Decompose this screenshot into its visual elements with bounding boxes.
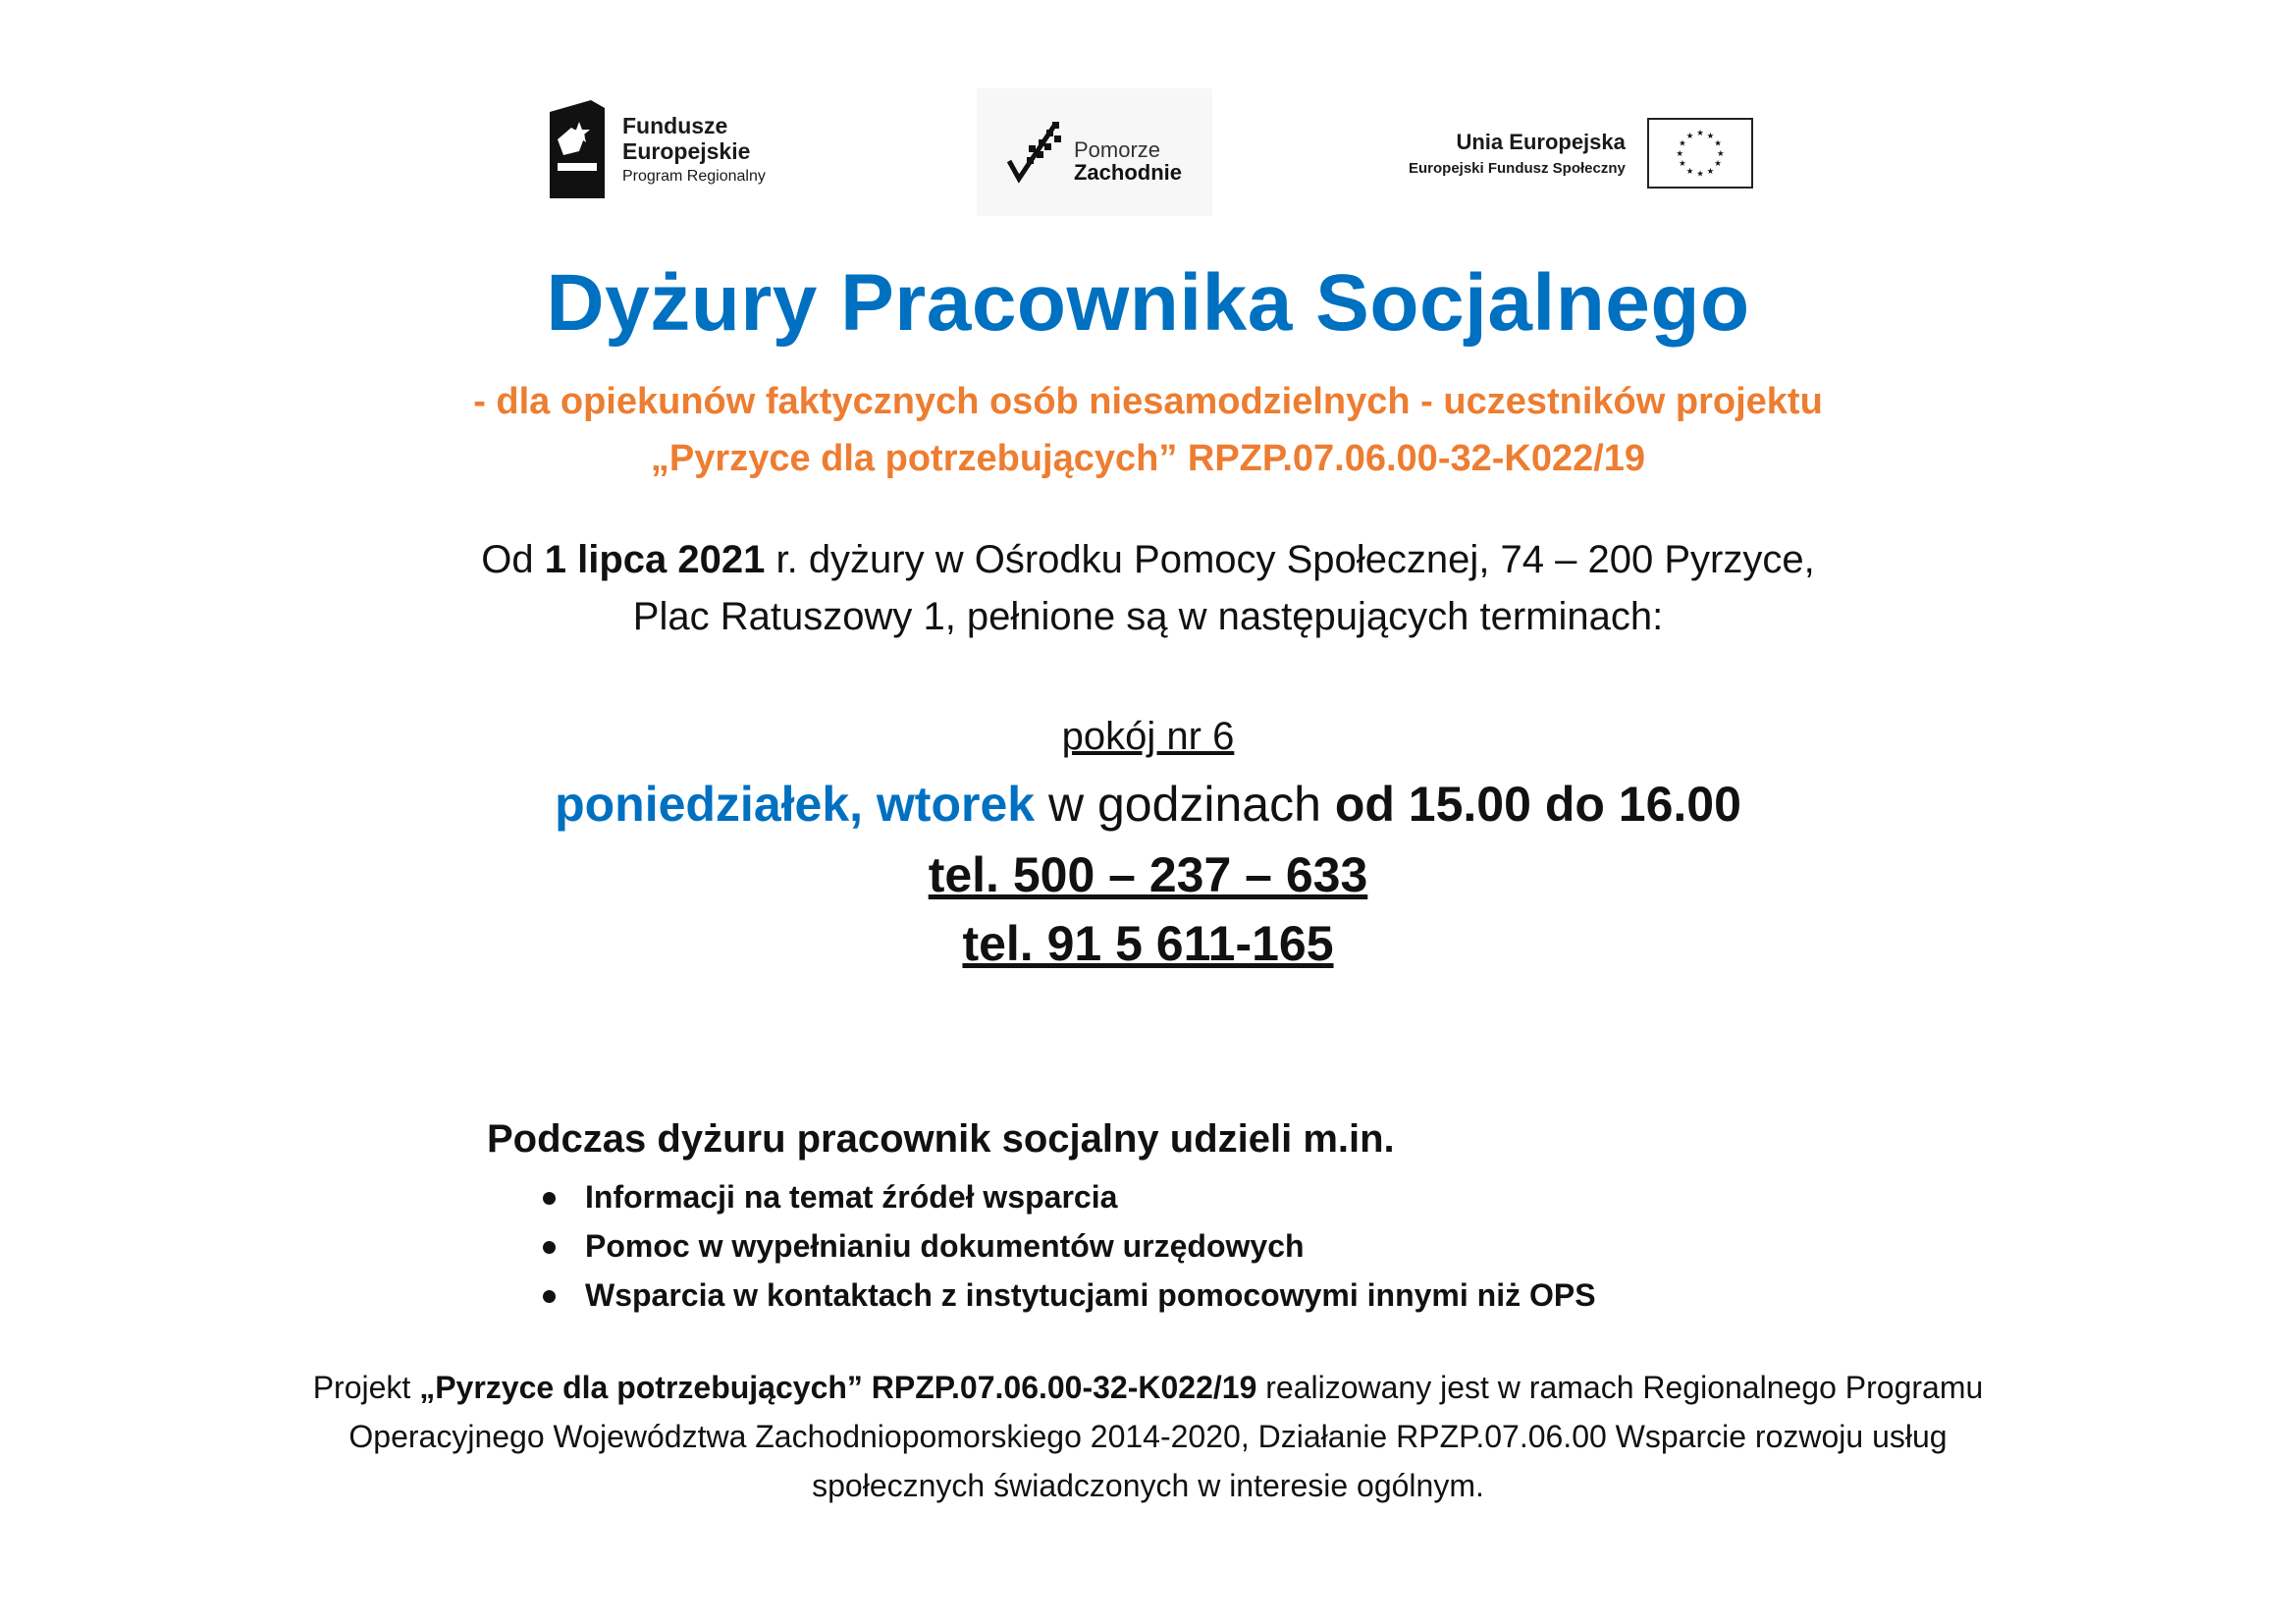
footer-project-name: „Pyrzyce dla potrzebujących” RPZP.07.06.00-32-K022/19 [419, 1370, 1257, 1405]
eu-star-icon: ★ [1679, 158, 1686, 169]
footer-line2: Operacyjnego Województwa Zachodniopomorskiego 2014-2020, Działanie RPZP.07.06.00 Wsparcie rozwoju usług [348, 1419, 1948, 1454]
page-title: Dyżury Pracownika Socjalnego [546, 258, 1750, 348]
eu-star-icon: ★ [1685, 130, 1694, 140]
eu-flag-icon [1647, 118, 1753, 189]
schedule-hours: od 15.00 do 16.00 [1334, 777, 1741, 832]
footer-prefix: Projekt [312, 1370, 420, 1405]
eu-star-icon: ★ [1696, 128, 1704, 138]
logo-bar [0, 79, 2296, 226]
subtitle-line1: - dla opiekunów faktycznych osób niesamodzielnych - uczestników projektu [473, 381, 1823, 422]
pomorze-zachodnie-emblem-icon [1007, 118, 1066, 187]
services-section [487, 1117, 1596, 1326]
intro-line2: Plac Ratuszowy 1, pełnione są w następujących terminach: [632, 595, 1664, 638]
footer-project-note [0, 1363, 2296, 1510]
pomorze-zachodnie-logo [977, 88, 1212, 216]
schedule-line [0, 776, 2296, 833]
fundusze-europejskie-logo [550, 100, 766, 198]
bullet-icon [543, 1290, 556, 1303]
phone-number-1: tel. 500 – 237 – 633 [928, 847, 1368, 902]
unia-europejska-logo [1409, 118, 1753, 189]
room-number: pokój nr 6 [1061, 715, 1235, 758]
bullet-icon [543, 1192, 556, 1205]
service-item-text: Pomoc w wypełnianiu dokumentów urzędowych [585, 1228, 1305, 1264]
list-item [487, 1179, 1596, 1228]
schedule-hours-label: w godzinach [1035, 777, 1335, 832]
service-item-text: Wsparcia w kontaktach z instytucjami pomocowymi innymi niż OPS [585, 1277, 1596, 1313]
pz-logo-line2: Zachodnie [1073, 160, 1182, 185]
service-item-text: Informacji na temat źródeł wsparcia [585, 1179, 1118, 1215]
schedule-days: poniedziałek, wtorek [555, 777, 1036, 832]
footer-line1-suffix: realizowany jest w ramach Regionalnego Programu [1256, 1370, 1984, 1405]
eu-star-icon: ★ [1706, 130, 1715, 140]
eu-star-icon: ★ [1679, 137, 1686, 148]
intro-suffix: r. dyżury w Ośrodku Pomocy Społecznej, 74 – 200 Pyrzyce, [765, 538, 1815, 581]
eu-star-icon: ★ [1706, 165, 1715, 176]
services-heading: Podczas dyżuru pracownik socjalny udzieli m.in. [487, 1117, 1395, 1161]
bullet-icon [543, 1241, 556, 1254]
intro-prefix: Od [481, 538, 545, 581]
intro-line1 [0, 538, 2296, 582]
ue-logo-line1: Unia Europejska [1456, 130, 1626, 155]
fe-logo-line3: Program Regionalny [622, 167, 766, 185]
intro-start-date: 1 lipca 2021 [544, 538, 766, 581]
ue-logo-line2: Europejski Fundusz Społeczny [1409, 159, 1626, 177]
footer-line1 [0, 1363, 2296, 1412]
eu-star-icon: ★ [1696, 168, 1704, 179]
fundusze-europejskie-emblem-icon [550, 100, 605, 198]
eu-star-icon: ★ [1676, 147, 1683, 158]
eu-star-icon: ★ [1714, 158, 1722, 169]
list-item [487, 1277, 1596, 1326]
eu-star-icon: ★ [1714, 137, 1722, 148]
fe-logo-line2: Europejskie [622, 138, 751, 165]
pz-logo-line1: Pomorze [1073, 136, 1161, 162]
services-list [487, 1179, 1596, 1326]
footer-line3: społecznych świadczonych w interesie ogólnym. [812, 1468, 1484, 1503]
list-item [487, 1228, 1596, 1277]
eu-star-icon: ★ [1716, 147, 1725, 158]
eu-star-icon: ★ [1685, 165, 1694, 176]
phone-number-2: tel. 91 5 611-165 [962, 916, 1334, 971]
fe-logo-line1: Fundusze [622, 112, 728, 138]
subtitle-line2: „Pyrzyce dla potrzebujących” RPZP.07.06.00-32-K022/19 [650, 438, 1646, 479]
